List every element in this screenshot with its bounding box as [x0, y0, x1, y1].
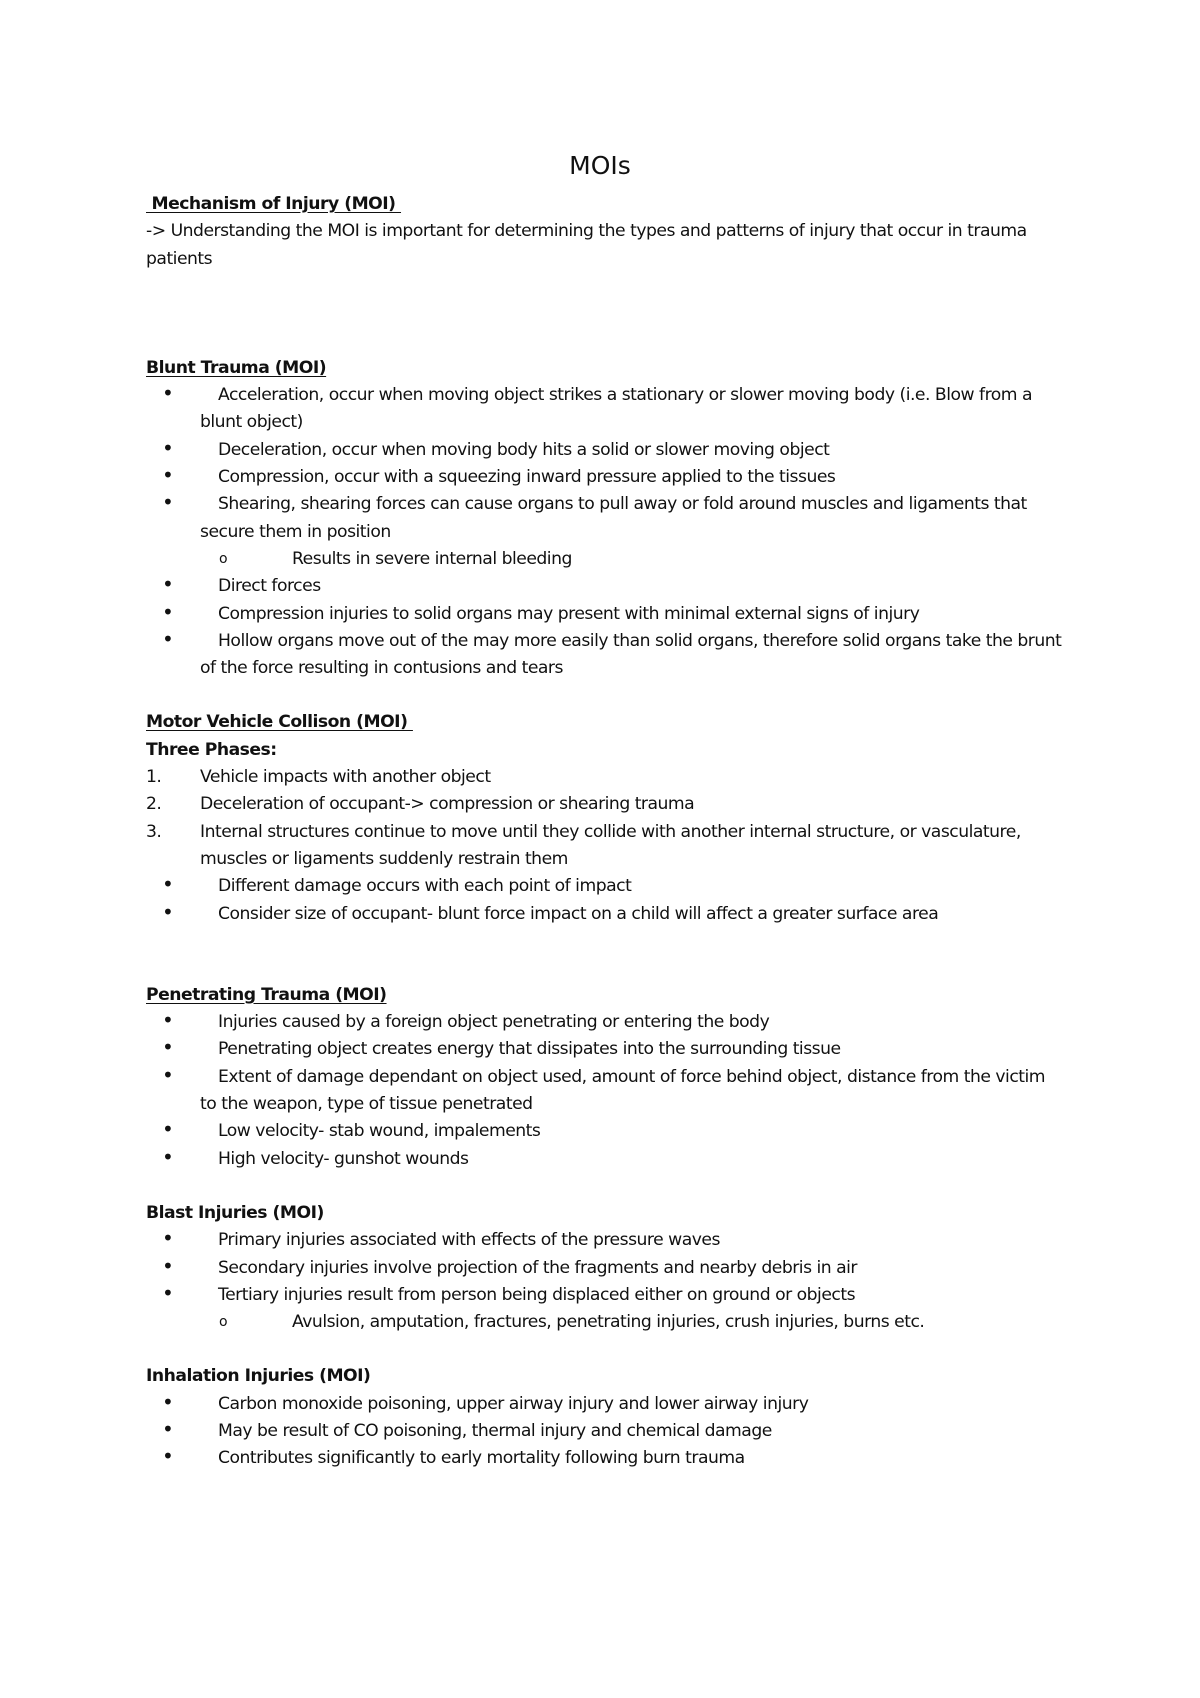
bullet-icon: • — [162, 1144, 174, 1169]
circle-bullet-icon: o — [219, 550, 228, 567]
blunt-trauma-heading: Blunt Trauma (MOI) — [146, 357, 327, 378]
list-number: 3. — [146, 821, 162, 842]
list-number: 2. — [146, 794, 162, 815]
list-item: 2. Deceleration of occupant-> compression or shearing trauma — [146, 791, 1066, 818]
bullet-icon: • — [162, 1280, 174, 1305]
bullet-icon: • — [162, 1062, 174, 1087]
spacer — [146, 928, 1066, 982]
mvc-heading: Motor Vehicle Collison (MOI) — [146, 712, 413, 733]
inhalation-injuries-list — [146, 1391, 1066, 1473]
document-title: MOIs — [569, 151, 631, 180]
bullet-icon: • — [162, 435, 174, 460]
list-item: • Contributes significantly to early mortality following burn trauma — [146, 1445, 1066, 1472]
intro-text: -> Understanding the MOI is important for determining the types and patterns of injury that occur in trauma patients — [146, 221, 1027, 269]
bullet-icon: • — [162, 1389, 174, 1414]
intro-heading: Mechanism of Injury (MOI) — [146, 194, 402, 214]
list-number: 1. — [146, 767, 162, 788]
bullet-icon: • — [162, 1008, 174, 1033]
list-item: • May be result of CO poisoning, thermal injury and chemical damage — [146, 1418, 1066, 1445]
mvc-subheading: Three Phases: — [146, 739, 277, 760]
bullet-icon: • — [162, 1416, 174, 1441]
mvc-list — [146, 873, 1066, 928]
spacer — [146, 273, 1066, 355]
list-item: • Extent of damage dependant on object used, amount of force behind object, distance from the victim to the weapon, type of tissue penetrated — [162, 1062, 1046, 1115]
bullet-icon: • — [162, 1226, 174, 1251]
list-item: • High velocity- gunshot wounds — [146, 1146, 1066, 1173]
spacer — [146, 1336, 1066, 1363]
bullet-icon: • — [162, 1035, 174, 1060]
list-item: • Shearing, shearing forces can cause organs to pull away or fold around muscles and ligaments that secure them in position o Results in severe internal bleeding — [146, 491, 1066, 573]
list-item: • Carbon monoxide poisoning, upper airway injury and lower airway injury — [146, 1391, 1066, 1418]
blunt-trauma-list — [146, 382, 1066, 682]
list-item: • Deceleration, occur when moving body hits a solid or slower moving object — [146, 437, 1066, 464]
bullet-icon: • — [162, 899, 174, 924]
mvc-phases-list — [146, 764, 1066, 873]
bullet-icon: • — [162, 572, 174, 597]
sub-list-item: o Results in severe internal bleeding — [146, 546, 1066, 573]
sub-list — [200, 546, 1066, 573]
sub-list-item: o Avulsion, amputation, fractures, penetrating injuries, crush injuries, burns etc. — [146, 1309, 1066, 1336]
spacer — [146, 682, 1066, 709]
list-item: • Penetrating object creates energy that dissipates into the surrounding tissue — [146, 1036, 1066, 1063]
list-item: • Consider size of occupant- blunt force impact on a child will affect a greater surface area — [146, 901, 1066, 928]
bullet-icon: • — [162, 1117, 174, 1142]
list-item: • Compression injuries to solid organs may present with minimal external signs of injury — [146, 601, 1066, 628]
list-item: • Acceleration, occur when moving object strikes a stationary or slower moving body (i.e. Blow from a blunt object) — [162, 381, 1033, 433]
document-body — [146, 191, 1066, 1473]
list-item: • Injuries caused by a foreign object penetrating or entering the body — [146, 1009, 1066, 1036]
circle-bullet-icon: o — [219, 1314, 228, 1331]
list-item: • Hollow organs move out of the may more easily than solid organs, therefore solid organs take the brunt of the force resulting in contusions and tears — [162, 626, 1062, 679]
bullet-icon: • — [162, 381, 174, 406]
list-item: 1. Vehicle impacts with another object — [146, 764, 1066, 791]
list-item: • Primary injuries associated with effects of the pressure waves — [146, 1227, 1066, 1254]
spacer — [146, 1173, 1066, 1200]
bullet-icon: • — [162, 490, 174, 515]
penetrating-trauma-list — [146, 1009, 1066, 1173]
bullet-icon: • — [162, 1253, 174, 1278]
bullet-icon: • — [162, 872, 174, 897]
list-item: • Secondary injuries involve projection of the fragments and nearby debris in air — [146, 1255, 1066, 1282]
list-item: • Compression, occur with a squeezing inward pressure applied to the tissues — [146, 464, 1066, 491]
list-item: • Direct forces — [146, 573, 1066, 600]
list-item: • Different damage occurs with each point of impact — [146, 873, 1066, 900]
penetrating-trauma-heading: Penetrating Trauma (MOI) — [146, 984, 387, 1005]
list-item: 3. Internal structures continue to move until they collide with another internal structure, or vasculature, muscles or ligaments suddenly restrain them — [146, 819, 1066, 874]
inhalation-injuries-heading: Inhalation Injuries (MOI) — [146, 1366, 371, 1387]
bullet-icon: • — [162, 599, 174, 624]
list-item: • Tertiary injuries result from person being displaced either on ground or objects o Avulsion, amputation, fractures, penetrating injuries, crush injuries, burns etc. — [146, 1282, 1066, 1337]
bullet-icon: • — [162, 626, 174, 651]
sub-list — [200, 1309, 1066, 1336]
list-item: • Low velocity- stab wound, impalements — [146, 1118, 1066, 1145]
bullet-icon: • — [162, 463, 174, 488]
blast-injuries-heading: Blast Injuries (MOI) — [146, 1202, 324, 1223]
blast-injuries-list — [146, 1227, 1066, 1336]
bullet-icon: • — [162, 1444, 174, 1469]
